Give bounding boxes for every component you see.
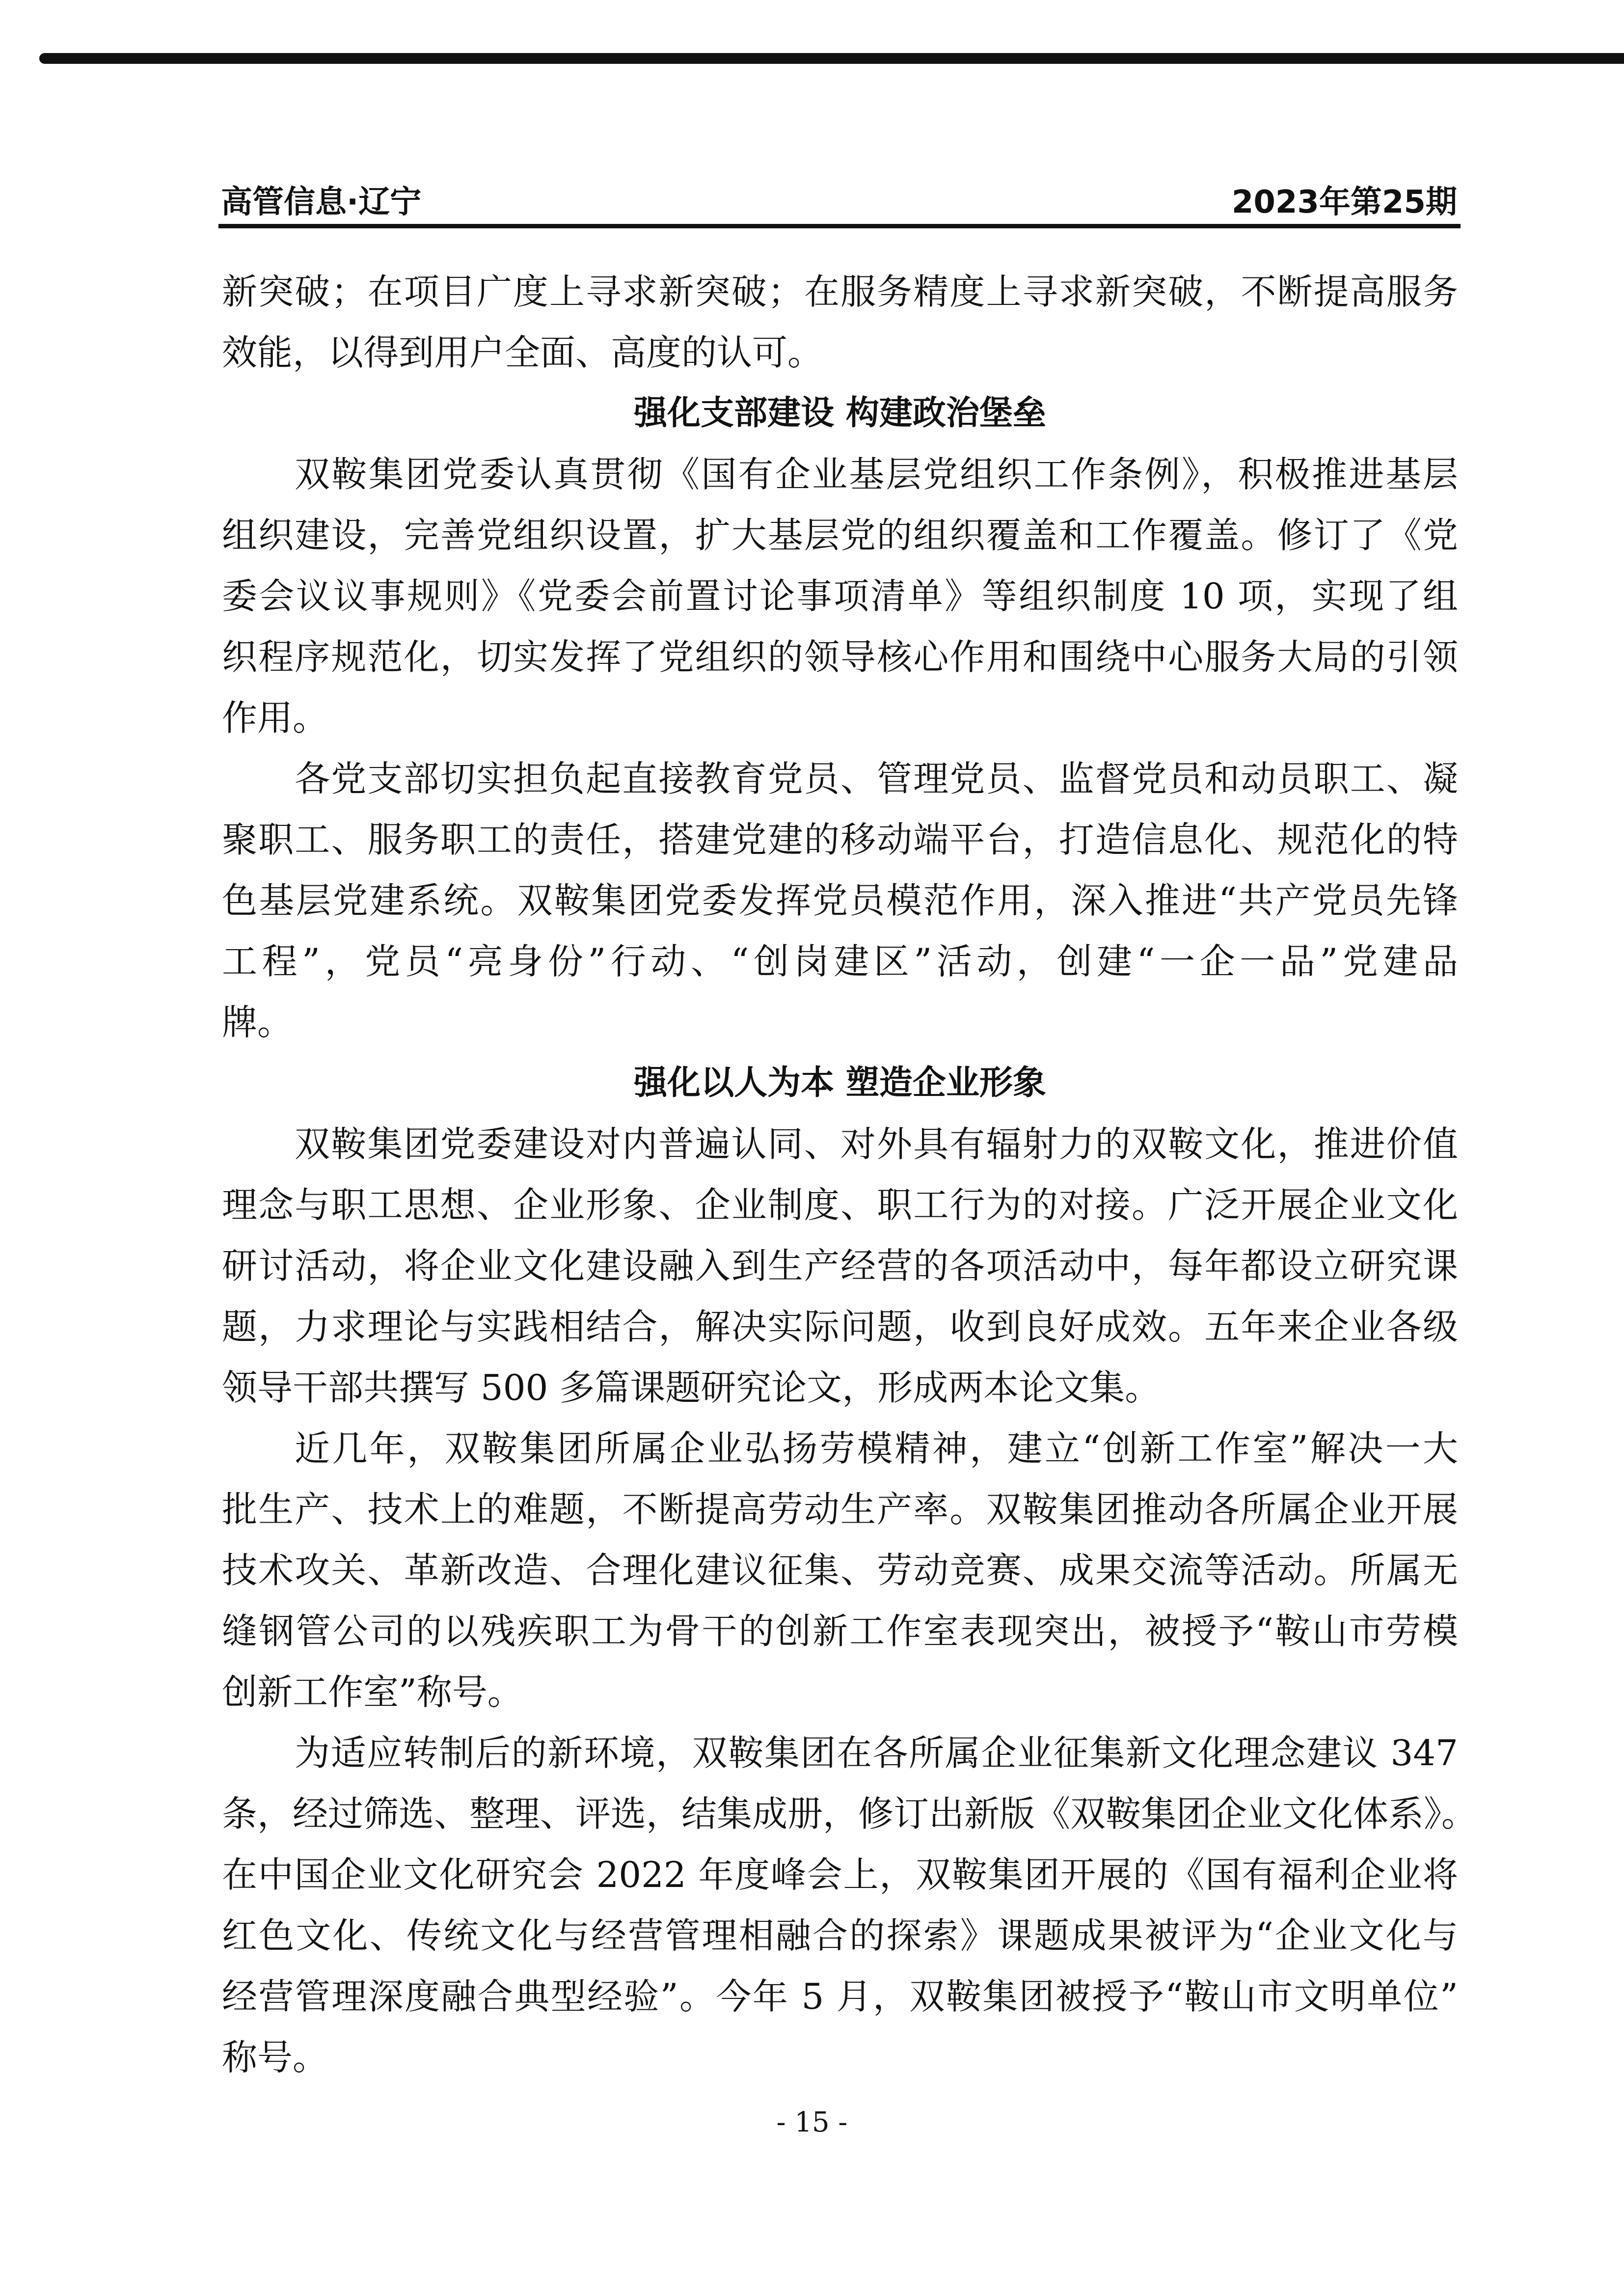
text-line: 创新工作室”称号。 [222,1671,523,1713]
publication-title: 高管信息·辽宁 [221,184,422,220]
text-line: 批生产、技术上的难题，不断提高劳动生产率。双鞍集团推动各所属企业开展 [222,1489,1458,1530]
header-rule [218,224,1461,228]
text-line: 在中国企业文化研究会 2022 年度峰会上，双鞍集团开展的《国有福利企业将 [222,1854,1458,1895]
text-line: 牌。 [222,1002,293,1043]
text-line: 理念与职工思想、企业形象、企业制度、职工行为的对接。广泛开展企业文化 [222,1184,1458,1226]
page-number: - 15 - [776,2106,848,2138]
text-line: 色基层党建系统。双鞍集团党委发挥党员模范作用，深入推进“共产党员先锋 [222,880,1458,921]
text-line: 织程序规范化，切实发挥了党组织的领导核心作用和围绕中心服务大局的引领 [222,636,1458,678]
text-line: 委会议议事规则》《党委会前置讨论事项清单》等组织制度 10 项，实现了组 [222,575,1458,617]
text-line: 效能，以得到用户全面、高度的认可。 [222,332,823,373]
text-line: 领导干部共撰写 500 多篇课题研究论文，形成两本论文集。 [222,1367,1161,1408]
text-line: 条，经过筛选、整理、评选，结集成册，修订出新版《双鞍集团企业文化体系》。 [222,1793,1477,1834]
paragraph [222,444,1458,748]
text-line: 近几年，双鞍集团所属企业弘扬劳模精神，建立“创新工作室”解决一大 [295,1428,1458,1469]
text-line: 新突破；在项目广度上寻求新突破；在服务精度上寻求新突破，不断提高服务 [222,271,1458,312]
paragraph [222,1722,1477,2088]
text-line: 红色文化、传统文化与经营管理相融合的探索》课题成果被评为“企业文化与 [222,1915,1458,1956]
text-line: 工程”，党员“亮身份”行动、“创岗建区”活动，创建“一企一品”党建品 [222,941,1458,982]
text-line: 为适应转制后的新环境，双鞍集团在各所属企业征集新文化理念建议 347 [295,1732,1458,1774]
text-line: 称号。 [222,2037,328,2078]
issue-number: 2023年第25期 [1231,184,1457,220]
text-line: 组织建设，完善党组织设置，扩大基层党的组织覆盖和工作覆盖。修订了《党 [222,515,1458,556]
text-line: 技术攻关、革新改造、合理化建议征集、劳动竞赛、成果交流等活动。所属无 [222,1550,1458,1591]
text-line: 聚职工、服务职工的责任，搭建党建的移动端平台，打造信息化、规范化的特 [222,819,1458,860]
top-border-bar [39,53,1624,64]
section-heading: 强化支部建设 构建政治堡垒 [634,394,1046,433]
paragraph [222,1114,1458,1418]
text-line: 双鞍集团党委建设对内普遍认同、对外具有辐射力的双鞍文化，推进价值 [295,1123,1458,1165]
article-body [222,261,1477,2088]
text-line: 经营管理深度融合典型经验”。今年 5 月，双鞍集团被授予“鞍山市文明单位” [222,1976,1458,2017]
paragraph [222,748,1458,1053]
text-line: 作用。 [222,697,328,738]
text-line: 各党支部切实担负起直接教育党员、管理党员、监督党员和动员职工、凝 [295,758,1458,799]
text-line: 双鞍集团党委认真贯彻《国有企业基层党组织工作条例》，积极推进基层 [295,454,1458,495]
text-line: 题，力求理论与实践相结合，解决实际问题，收到良好成效。五年来企业各级 [222,1306,1458,1347]
paragraph [222,261,1458,383]
paragraph [222,1418,1458,1722]
section-heading: 强化以人为本 塑造企业形象 [634,1064,1046,1102]
text-line: 研讨活动，将企业文化建设融入到生产经营的各项活动中，每年都设立研究课 [222,1245,1458,1286]
text-line: 缝钢管公司的以残疾职工为骨干的创新工作室表现突出，被授予“鞍山市劳模 [222,1611,1458,1652]
